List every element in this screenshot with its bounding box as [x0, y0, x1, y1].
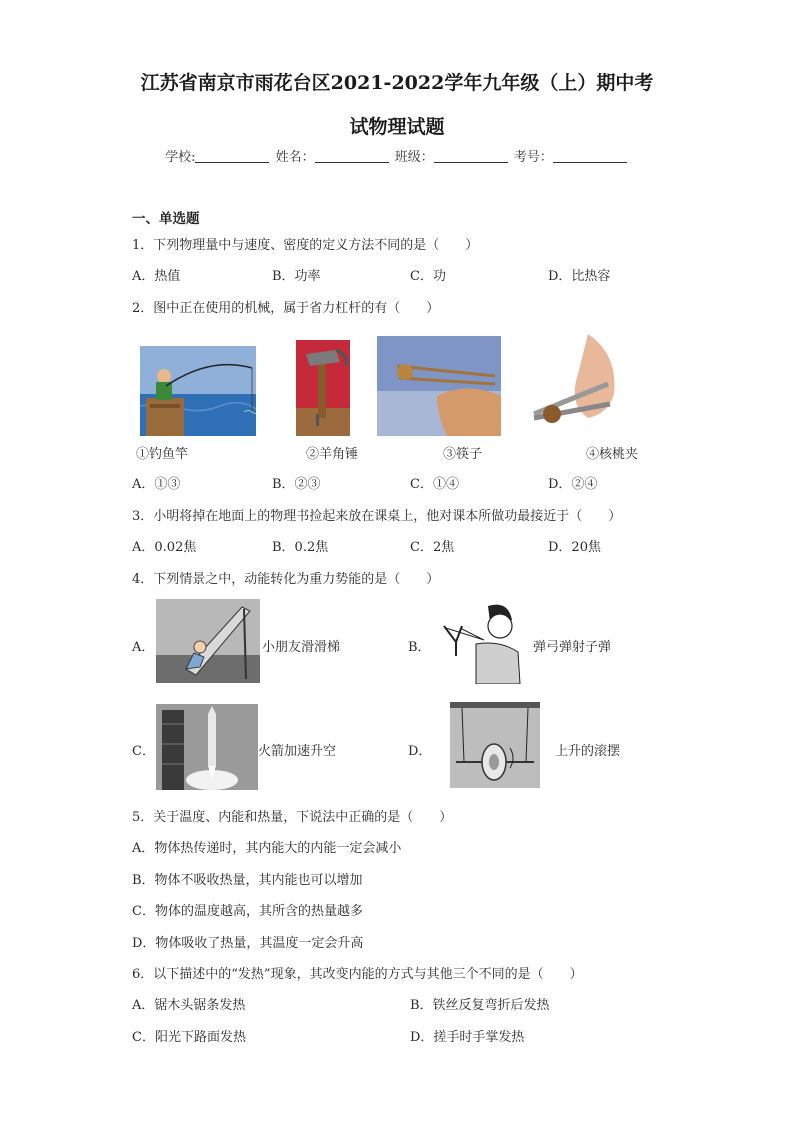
exam-title-line1: 江苏省南京市雨花台区2021-2022学年九年级（上）期中考: [140, 72, 654, 94]
q5-option-c: C．物体的温度越高，其所含的热量越多: [132, 904, 363, 919]
exam-title-line2: 试物理试题: [349, 116, 445, 138]
nutcracker-image: [518, 334, 628, 436]
q2-option-d: D．②④: [548, 477, 598, 492]
name-blank: [315, 149, 389, 163]
q2-caption-4: ④核桃夹: [586, 447, 639, 462]
q5-option-a: A．物体热传递时，其内能大的内能一定会减小: [132, 841, 402, 856]
q3-option-b: B．0.2焦: [272, 540, 329, 555]
q1-option-b: B．功率: [272, 269, 321, 284]
q2-option-c: C．①④: [410, 477, 459, 492]
q3-option-c: C．2焦: [410, 540, 455, 555]
q4-option-c-text: 火箭加速升空: [258, 744, 337, 759]
maxwell-pendulum-image: [450, 702, 540, 788]
q2-caption-3: ③筷子: [443, 447, 483, 462]
q6-option-c: C．阳光下路面发热: [132, 1030, 246, 1045]
number-blank: [553, 149, 627, 163]
q3-option-d: D．20焦: [548, 540, 601, 555]
q4-option-a-text: 小朋友滑滑梯: [262, 640, 341, 655]
q4-option-b-label: B．: [408, 640, 431, 655]
q1-stem: 1．下列物理量中与速度、密度的定义方法不同的是（ ）: [132, 238, 479, 253]
q4-stem: 4．下列情景之中，动能转化为重力势能的是（ ）: [132, 572, 440, 587]
fishing-rod-image: [140, 346, 256, 436]
q6-option-a: A．锯木头锯条发热: [132, 998, 246, 1013]
name-label: 姓名：: [275, 150, 315, 165]
chopsticks-image: [377, 336, 501, 436]
section-heading: 一、单选题: [132, 211, 200, 227]
q5-stem: 5．关于温度、内能和热量，下说法中正确的是（ ）: [132, 810, 453, 825]
q4-option-a-label: A．: [132, 640, 155, 655]
q1-option-c: C．功: [410, 269, 446, 284]
number-label: 考号：: [513, 150, 553, 165]
school-blank: [195, 149, 269, 163]
class-blank: [434, 149, 508, 163]
q4-option-d-label: D．: [408, 744, 432, 759]
student-info-row: [0, 146, 794, 165]
q5-option-d: D．物体吸收了热量，其温度一定会升高: [132, 936, 364, 951]
q1-option-a: A．热值: [132, 269, 181, 284]
q2-stem: 2．图中正在使用的机械，属于省力杠杆的有（ ）: [132, 301, 440, 316]
q2-caption-2: ②羊角锤: [306, 447, 359, 462]
q2-caption-1: ①钓鱼竿: [136, 447, 189, 462]
q6-stem: 6．以下描述中的“发热”现象，其改变内能的方式与其他三个不同的是（ ）: [132, 967, 583, 982]
q6-option-b: B．铁丝反复弯折后发热: [410, 998, 550, 1013]
q3-stem: 3．小明将掉在地面上的物理书捡起来放在课桌上，他对课本所做功最接近于（ ）: [132, 509, 622, 524]
q4-option-b-text: 弹弓弹射子弹: [533, 640, 612, 655]
q3-option-a: A．0.02焦: [132, 540, 197, 555]
q6-option-d: D．搓手时手掌发热: [410, 1030, 525, 1045]
q2-option-b: B．②③: [272, 477, 321, 492]
q4-option-d-text: 上升的滚摆: [555, 744, 621, 759]
slingshot-image: [436, 596, 530, 684]
q1-option-d: D．比热容: [548, 269, 611, 284]
q2-option-a: A．①③: [132, 477, 181, 492]
claw-hammer-image: [296, 340, 350, 436]
class-label: 班级：: [394, 150, 434, 165]
rocket-launch-image: [156, 704, 258, 790]
q4-option-c-label: C．: [132, 744, 155, 759]
school-label: 学校:: [165, 150, 196, 165]
slide-image: [156, 599, 260, 683]
q5-option-b: B．物体不吸收热量，其内能也可以增加: [132, 873, 363, 888]
